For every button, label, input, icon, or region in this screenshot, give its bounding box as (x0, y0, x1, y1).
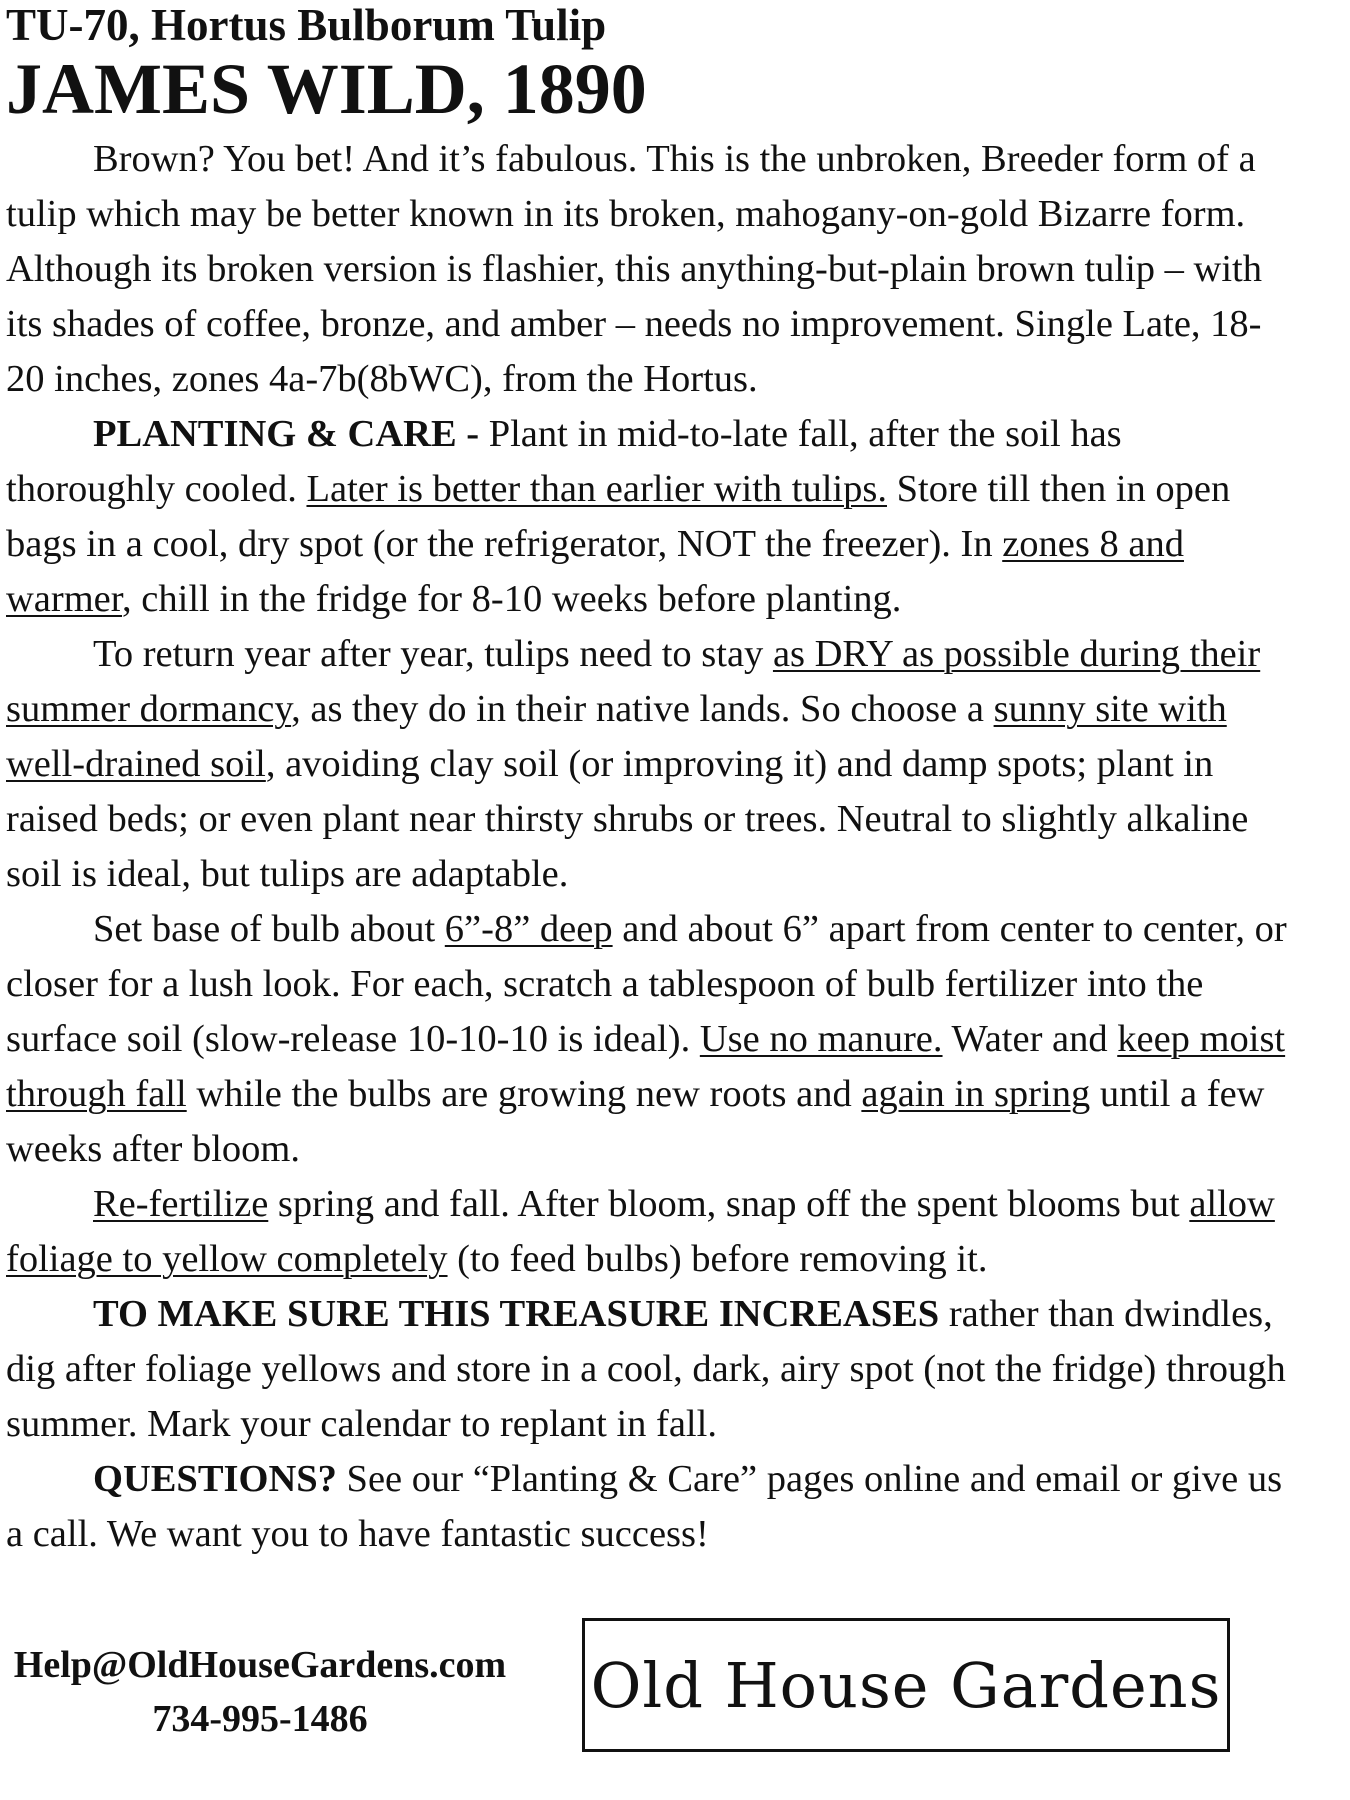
refertilize-text: (to feed bulbs) before removing it. (447, 1238, 988, 1280)
product-sheet (6, 0, 1296, 1562)
dry-text: To return year after year, tulips need to stay (93, 633, 773, 675)
planting-care-paragraph (6, 407, 1296, 627)
planting-depth-paragraph (6, 902, 1296, 1177)
planting-care-heading: PLANTING & CARE - (93, 413, 489, 455)
increase-text: rather than dwindles, dig after foliage yellows and store in a cool, dark, airy spot (not the fridge) through summer. Mark your calendar to replant in fall. (6, 1293, 1286, 1445)
questions-paragraph (6, 1452, 1296, 1562)
refertilize-emphasis: Re-fertilize (93, 1183, 269, 1225)
questions-text: See our “Planting & Care” pages online and email or give us a call. We want you to have fantastic success! (6, 1458, 1283, 1555)
planting-emphasis: Later is better than earlier with tulips. (306, 468, 887, 510)
company-logo (582, 1618, 1230, 1752)
product-code-line: TU-70, Hortus Bulborum Tulip (6, 0, 607, 50)
dry-text: , as they do in their native lands. So choose a (291, 688, 994, 730)
product-name: JAMES WILD, 1890 (6, 49, 647, 129)
depth-text: until a few weeks after bloom. (6, 1073, 1265, 1170)
depth-text: while the bulbs are growing new roots and (186, 1073, 862, 1115)
refertilize-emphasis: allow foliage to yellow completely (6, 1183, 1275, 1280)
depth-emphasis: keep moist through fall (6, 1018, 1286, 1115)
logo-wordmark: Old House Gardens (590, 1648, 1222, 1722)
description-text: Brown? You bet! And it’s fabulous. This is the unbroken, Breeder form of a tulip which may be better known in its broken, mahogany-on-gold Bizarre form. Although its broken version is flashier, this anything-but-plain brown tulip – with its shades of coffee, bronze, and amber – needs no improvement. Single Late, 18-20 inches, zones 4a-7b(8bWC), from the Hortus. (6, 138, 1262, 400)
planting-emphasis: zones 8 and warmer (6, 523, 1184, 620)
depth-text: Set base of bulb about (93, 908, 445, 950)
questions-heading: QUESTIONS? (93, 1458, 337, 1500)
depth-emphasis: Use no manure. (699, 1018, 943, 1060)
planting-text: , chill in the fridge for 8-10 weeks before planting. (122, 578, 902, 620)
depth-emphasis: 6”-8” deep (444, 908, 613, 950)
phone-number: 734-995-1486 (152, 1698, 368, 1740)
dry-text: , avoiding clay soil (or improving it) and damp spots; plant in raised beds; or even plant near thirsty shrubs or trees. Neutral to slightly alkaline soil is ideal, but tulips are adaptable. (6, 743, 1249, 895)
depth-emphasis: again in spring (861, 1073, 1091, 1115)
contact-block (0, 1638, 520, 1746)
email-link[interactable]: Help@OldHouseGardens.com (13, 1644, 507, 1686)
increase-heading: TO MAKE SURE THIS TREASURE INCREASES (93, 1293, 940, 1335)
body-text (6, 132, 1296, 1562)
refertilize-paragraph (6, 1177, 1296, 1287)
dry-emphasis: sunny site with well-drained soil (6, 688, 1227, 785)
depth-text: and about 6” apart from center to center, or closer for a lush look. For each, scratch a tablespoon of bulb fertilizer into the surface soil (slow-release 10-10-10 is ideal). (6, 908, 1287, 1060)
depth-text: Water and (942, 1018, 1118, 1060)
description-paragraph (6, 132, 1296, 407)
increase-paragraph (6, 1287, 1296, 1452)
dry-dormancy-paragraph (6, 627, 1296, 902)
planting-text: Store till then in open bags in a cool, dry spot (or the refrigerator, NOT the freezer). In (6, 468, 1231, 565)
refertilize-text: spring and fall. After bloom, snap off the spent blooms but (268, 1183, 1190, 1225)
dry-emphasis: as DRY as possible during their summer dormancy (6, 633, 1261, 730)
planting-text: Plant in mid-to-late fall, after the soil has thoroughly cooled. (6, 413, 1122, 510)
